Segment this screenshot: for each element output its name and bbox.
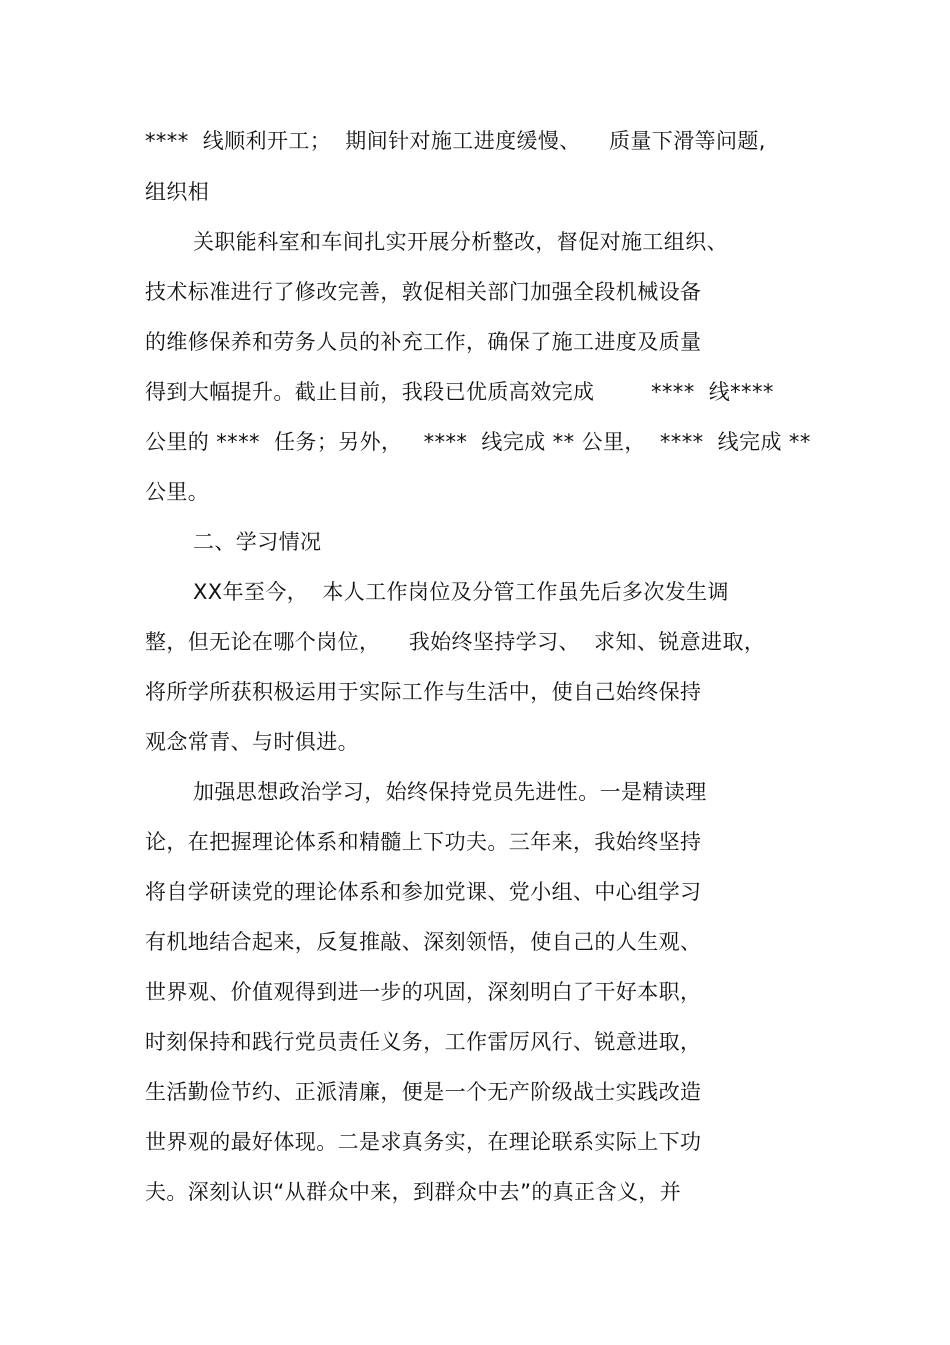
text-line: 组织相 [145,180,210,204]
text-line: 技术标准进行了修改完善，敦促相关部门加强全段机械设备 [145,280,702,304]
text-line: 加强思想政治学习，始终保持党员先进性。一是精读理 [193,780,707,804]
text-line: 论，在把握理论体系和精髓上下功夫。三年来，我始终坚持 [145,830,702,854]
text-line: 公里的 **** 任务；另外， **** 线完成 ** 公里， **** 线完成 ** [145,430,811,454]
section-heading: 二、学习情况 [193,530,322,554]
text-line: 夫。深刻认识“从群众中来，到群众中去”的真正含义，并 [145,1180,682,1204]
text-line: 得到大幅提升。截止目前，我段已优质高效完成 **** 线**** [145,380,774,404]
text-line: 世界观的最好体现。二是求真务实，在理论联系实际上下功 [145,1130,702,1154]
text-line: 关职能科室和车间扎实开展分析整改，督促对施工组织、 [193,230,728,254]
text-line: 将所学所获积极运用于实际工作与生活中，使自己始终保持 [145,680,702,704]
text-line: 整，但无论在哪个岗位， 我始终坚持学习、 求知、锐意进取， [145,630,766,654]
text-line: 的维修保养和劳务人员的补充工作，确保了施工进度及质量 [145,330,702,354]
text-line: 世界观、价值观得到进一步的巩固，深刻明白了干好本职， [145,980,702,1004]
text-line: **** 线顺利开工； 期间针对施工进度缓慢、 质量下滑等问题, [145,129,766,153]
text-line: 时刻保持和践行党员责任义务，工作雷厉风行、锐意进取， [145,1030,702,1054]
text-line: 将自学研读党的理论体系和参加党课、党小组、中心组学习 [145,880,702,904]
text-line: 有机地结合起来，反复推敲、深刻领悟，使自己的人生观、 [145,930,702,954]
text-line: 生活勤俭节约、正派清廉，便是一个无产阶级战士实践改造 [145,1080,702,1104]
text-line: 观念常青、与时俱进。 [145,730,359,754]
text-line: XX年至今， 本人工作岗位及分管工作虽先后多次发生调 [193,580,729,604]
text-line: 公里。 [145,480,210,504]
